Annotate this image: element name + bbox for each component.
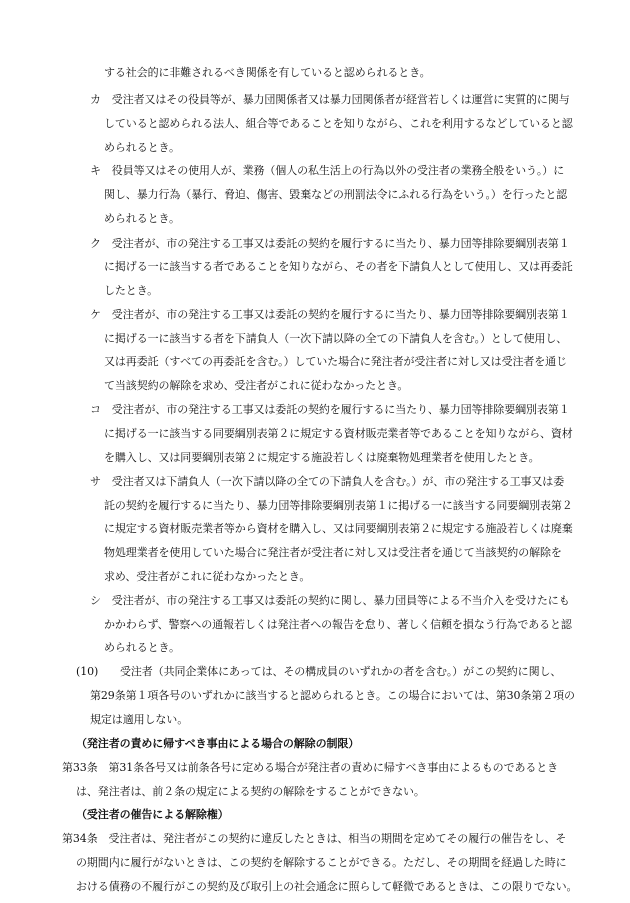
article-line: 第33条 第31条各号又は前条各号に定める場合が発注者の責めに帰すべき事由によるものであるとき [62,761,559,774]
text-line: 求め、受注者がこれに従わなかったとき。 [104,570,311,583]
text-line: サ 受注者又は下請負人（一次下請以降の全ての下請負人を含む。）が、市の発注する工事又は委 [90,475,565,488]
text-line: 規定は適用しない。 [90,713,189,726]
text-line: ク 受注者が、市の発注する工事又は委託の契約を履行するに当たり、暴力団等排除要綱別表第１ [90,237,570,250]
text-line: シ 受注者が、市の発注する工事又は委託の契約に関し、暴力団員等による不当介入を受けたにも [90,594,570,607]
text-line: められるとき。 [104,641,180,654]
text-line: 第29条第１項各号のいずれかに該当すると認められるとき。この場合においては、第30条第２項の [90,689,575,702]
text-line: に掲げる一に該当する者であることを知りながら、その者を下請負人として使用し、又は再委託 [104,260,573,273]
text-line: て当該契約の解除を求め、受注者がこれに従わなかったとき。 [104,379,409,392]
text-line: する社会的に非難されるべき関係を有していると認められるとき。 [104,66,431,79]
section-heading: （受注者の催告による解除権） [76,808,229,821]
text-line: に掲げる一に該当する者を下請負人（一次下請以降の全ての下請負人を含む。）として使用し、 [104,332,568,345]
text-line: 物処理業者を使用していた場合に発注者が受注者に対し又は受注者を通じて当該契約の解除を [104,546,562,559]
text-line: したとき。 [104,284,159,297]
text-line: カ 受注者又はその役員等が、暴力団関係者又は暴力団関係者が経営若しくは運営に実質的に関与 [90,93,570,106]
text-line: 託の契約を履行するに当たり、暴力団等排除要綱別表第１に掲げる一に該当する同要綱別表第２ [104,499,573,512]
text-line: かかわらず、警察への通報若しくは発注者への報告を怠り、著しく信頼を損なう行為であると認 [104,618,572,631]
text-line: コ 受注者が、市の発注する工事又は委託の契約を履行するに当たり、暴力団等排除要綱別表第１ [90,403,570,416]
text-line: 関し、暴力行為（暴行、脅迫、傷害、毀棄などの刑罰法令にふれる行為をいう。）を行ったと認 [104,188,568,201]
text-line: ケ 受注者が、市の発注する工事又は委託の契約を履行するに当たり、暴力団等排除要綱別表第１ [90,308,570,321]
text-line: は、発注者は、前２条の規定による契約の解除をすることができない。 [76,785,425,798]
text-line: 又は再委託（すべての再委託を含む。）していた場合に発注者が受注者に対し又は受注者を通じ [104,355,567,368]
article-line: 第34条 受注者は、発注者がこの契約に違反したときは、相当の期間を定めてその履行の催告をし、そ [62,832,567,845]
text-line: を購入し、又は同要綱別表第２に規定する施設若しくは廃棄物処理業者を使用したとき。 [104,451,540,464]
text-line: キ 役員等又はその使用人が、業務（個人の私生活上の行為以外の受注者の業務全般をいう。）に [90,164,565,177]
text-line: おける債務の不履行がこの契約及び取引上の社会通念に照らして軽微であるときは、この限りでない。 [76,880,578,893]
section-heading: （発注者の責めに帰すべき事由による場合の解除の制限） [76,737,360,750]
text-line: に掲げる一に該当する同要綱別表第２に規定する資材販売業者等であることを知りながら、資材 [104,427,573,440]
text-line: められるとき。 [104,212,180,225]
text-line: の期間内に履行がないときは、この契約を解除することができる。ただし、その期間を経過した時に [76,856,567,869]
text-line: められるとき。 [104,141,180,154]
text-line: に規定する資材販売業者等から資材を購入し、又は同要綱別表第２に規定する施設若しくは廃棄 [104,522,573,535]
text-line: (10) 受注者（共同企業体にあっては、その構成員のいずれかの者を含む。）がこの契約に関し、 [76,665,562,678]
text-line: していると認められる法人、組合等であることを知りながら、これを利用するなどしていると認 [104,117,573,130]
